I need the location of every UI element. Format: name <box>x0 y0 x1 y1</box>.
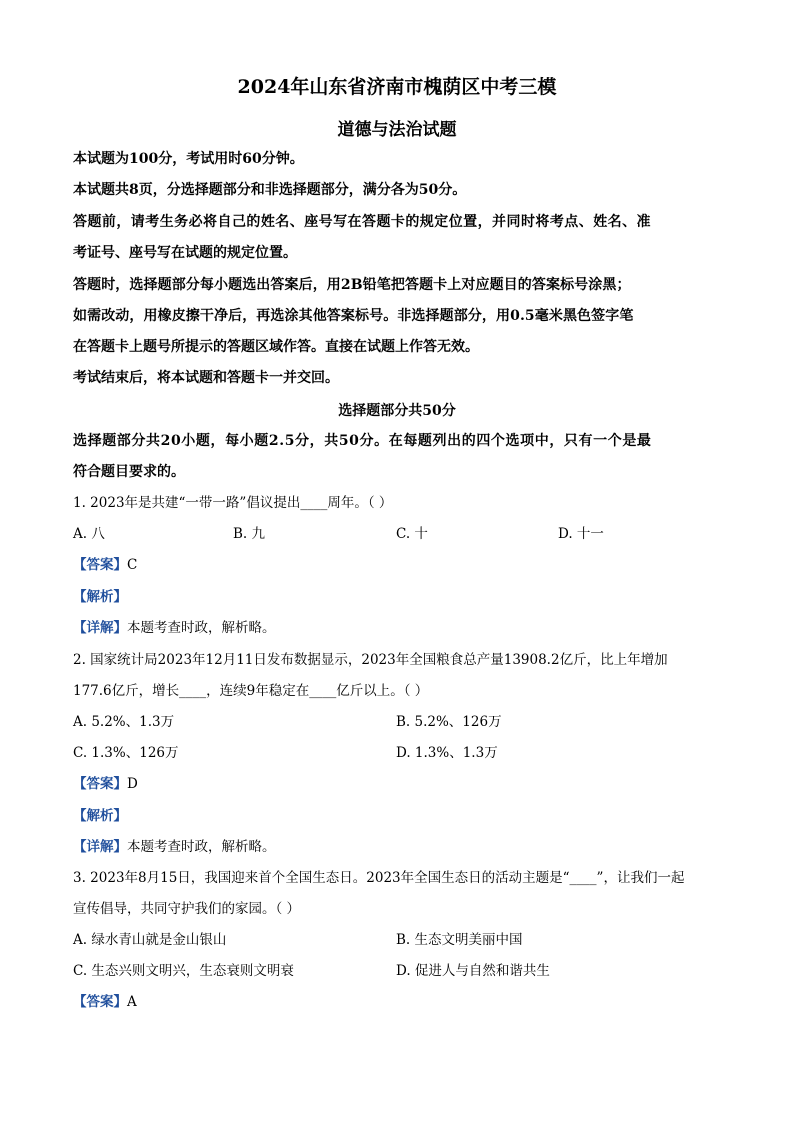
page-subtitle: 道德与法治试题 <box>337 120 457 140</box>
analysis-label: 【解析】 <box>73 808 127 824</box>
option-c: C. 十 <box>396 526 428 542</box>
option-a: A. 绿水青山就是金山银山 <box>73 932 227 948</box>
question-stem: 177.6亿斤，增长____，连续9年稳定在____亿斤以上。（ ） <box>73 683 429 699</box>
option-d: D. 十一 <box>558 526 604 542</box>
option-a: A. 八 <box>73 526 105 542</box>
analysis-row <box>73 587 127 607</box>
answer-label: 【答案】 <box>73 776 127 792</box>
instruction-line: 如需改动，用橡皮擦干净后，再选涂其他答案标号。非选择题部分，用0.5毫米黑色签字笔 <box>73 308 634 324</box>
page-title: 2024年山东省济南市槐荫区中考三模 <box>237 76 557 98</box>
section-title: 选择题部分共50分 <box>338 403 456 419</box>
option-a: A. 5.2%、1.3万 <box>73 714 175 730</box>
instruction-line: 考证号、座号写在试题的规定位置。 <box>73 245 297 261</box>
question-stem: 3. 2023年8月15日，我国迎来首个全国生态日。2023年全国生态日的活动主题是“____”，让我们一起 <box>73 870 685 886</box>
option-c: C. 生态兴则文明兴，生态衰则文明衰 <box>73 963 294 979</box>
analysis-row <box>73 806 127 826</box>
detail-row <box>73 837 276 857</box>
detail-text: 本题考查时政，解析略。 <box>127 620 276 636</box>
question-stem: 宣传倡导，共同守护我们的家园。（ ） <box>73 901 301 917</box>
detail-label: 【详解】 <box>73 839 127 855</box>
instruction-line: 在答题卡上题号所提示的答题区域作答。直接在试题上作答无效。 <box>73 339 479 355</box>
answer-value: C <box>127 557 138 573</box>
answer-label: 【答案】 <box>73 557 127 573</box>
instruction-line: 答题时，选择题部分每小题选出答案后，用2B铅笔把答题卡上对应题目的答案标号涂黑； <box>73 277 631 293</box>
option-b: B. 5.2%、126万 <box>396 714 502 730</box>
instruction-line: 考试结束后，将本试题和答题卡一并交回。 <box>73 370 339 386</box>
answer-value: D <box>127 776 138 792</box>
answer-value: A <box>127 994 137 1010</box>
section-description: 符合题目要求的。 <box>73 464 185 480</box>
instruction-line: 本试题共8页，分选择题部分和非选择题部分，满分各为50分。 <box>73 182 467 198</box>
option-c: C. 1.3%、126万 <box>73 745 179 761</box>
option-b: B. 生态文明美丽中国 <box>396 932 523 948</box>
detail-label: 【详解】 <box>73 620 127 636</box>
option-d: D. 促进人与自然和谐共生 <box>396 963 550 979</box>
instruction-line: 答题前，请考生务必将自己的姓名、座号写在答题卡的规定位置，并同时将考点、姓名、准 <box>73 214 651 230</box>
detail-text: 本题考查时政，解析略。 <box>127 839 276 855</box>
option-b: B. 九 <box>233 526 266 542</box>
answer-row <box>73 555 137 575</box>
analysis-label: 【解析】 <box>73 589 127 605</box>
question-stem: 2. 国家统计局2023年12月11日发布数据显示，2023年全国粮食总产量13908.2亿斤，比上年增加 <box>73 652 668 668</box>
answer-label: 【答案】 <box>73 994 127 1010</box>
section-description: 选择题部分共20小题，每小题2.5分，共50分。在每题列出的四个选项中，只有一个是最 <box>73 433 652 449</box>
detail-row <box>73 618 276 638</box>
answer-row <box>73 992 137 1012</box>
option-d: D. 1.3%、1.3万 <box>396 745 498 761</box>
question-stem: 1. 2023年是共建“一带一路”倡议提出____周年。（ ） <box>73 495 393 511</box>
answer-row <box>73 774 138 794</box>
instruction-line: 本试题为100分，考试用时60分钟。 <box>73 151 304 167</box>
